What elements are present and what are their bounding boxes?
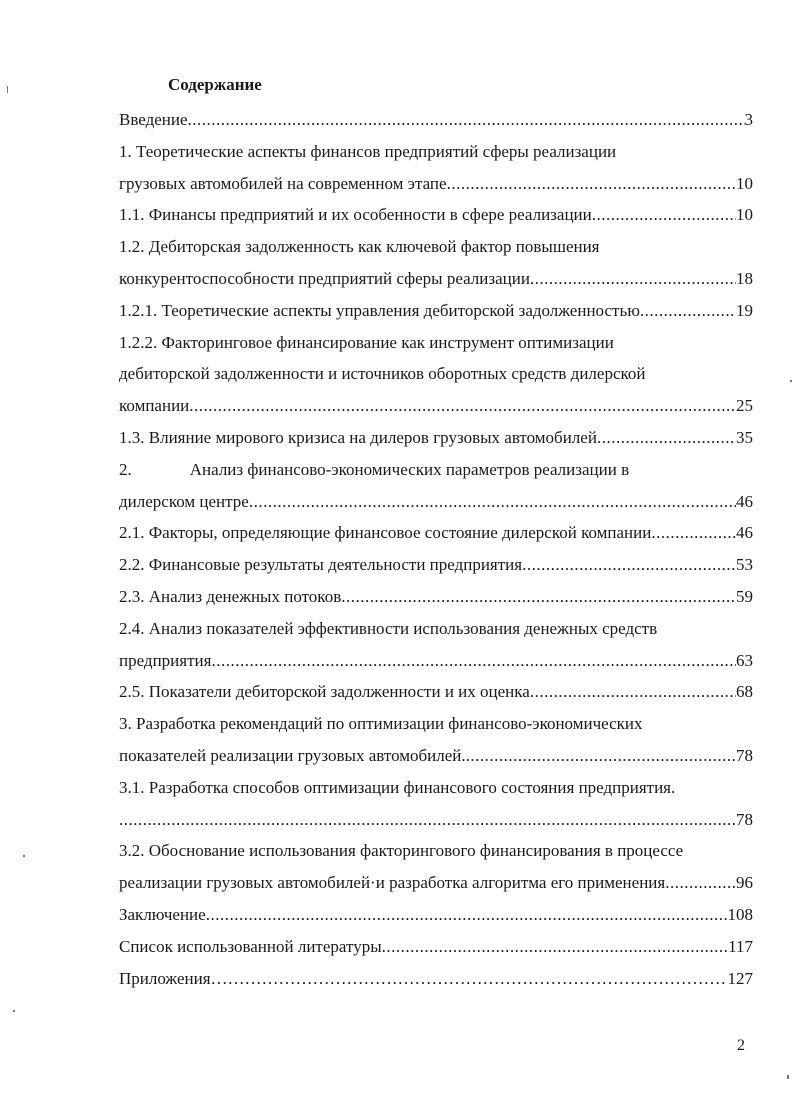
toc-entry-s2-4-line1: 2.4. Анализ показателей эффективности использования денежных средств xyxy=(119,618,658,638)
table-of-contents xyxy=(119,104,753,994)
toc-page-number: 18 xyxy=(736,268,753,288)
toc-entry-s1-2-line2 xyxy=(119,263,753,295)
dot-leader xyxy=(466,740,736,772)
toc-entry-s1-2-2-line1: 1.2.2. Факторинговое финансирование как инструмент оптимизации xyxy=(119,332,614,352)
toc-entry-references xyxy=(119,931,753,963)
toc-page-number: 59 xyxy=(736,586,753,606)
dot-leader xyxy=(592,199,736,231)
toc-entry-text: 2.5. Показатели дебиторской задолженности и их оценка xyxy=(119,682,530,702)
toc-page-number: 46 xyxy=(736,491,753,511)
dot-leader xyxy=(119,804,736,836)
toc-entry-text: Заключение xyxy=(119,904,206,924)
toc-entry-text: конкурентоспособности предприятий сферы реализации xyxy=(119,268,530,288)
toc-entry-s1-line2 xyxy=(119,168,753,200)
scan-speck xyxy=(790,380,792,382)
dot-leader xyxy=(188,104,745,136)
toc-page-number: 127 xyxy=(727,968,753,988)
toc-entry-s2-2 xyxy=(119,549,753,581)
dot-leader xyxy=(522,549,736,581)
toc-page-number: 10 xyxy=(736,205,753,225)
toc-entry-s3-1-line2 xyxy=(119,804,753,836)
toc-section-number: 2. xyxy=(119,459,132,479)
toc-entry-intro xyxy=(119,104,753,136)
toc-entry-s3-1-line1: 3.1. Разработка способов оптимизации финансового состояния предприятия. xyxy=(119,777,676,797)
dot-leader xyxy=(382,931,728,963)
toc-entry-s1-3 xyxy=(119,422,753,454)
toc-entry-text: Приложения xyxy=(119,968,211,988)
toc-entry-appendix xyxy=(119,963,753,995)
dot-leader xyxy=(597,422,736,454)
toc-entry-s3-2-line2 xyxy=(119,867,753,899)
toc-entry-text: Анализ финансово-экономических параметров реализации в xyxy=(189,459,630,479)
toc-page-number: 108 xyxy=(727,904,753,924)
toc-page-number: 3 xyxy=(744,110,753,129)
toc-entry-s3-2-line1: 3.2. Обоснование использования факторингового финансирования в процессе xyxy=(119,841,684,861)
toc-entry-text: компании xyxy=(119,396,190,416)
toc-page-number: 96 xyxy=(736,873,753,893)
scan-speck xyxy=(23,855,25,857)
scan-speck xyxy=(787,1075,789,1079)
toc-entry-s1-2-1 xyxy=(119,295,753,327)
toc-entry-text: 2.2. Финансовые результаты деятельности предприятия xyxy=(119,555,523,575)
dot-leader xyxy=(211,963,728,995)
toc-entry-s1-2-2-line3 xyxy=(119,390,753,422)
toc-page-number: 25 xyxy=(736,396,753,416)
toc-entry-s2-4-line2 xyxy=(119,645,753,677)
dot-leader xyxy=(211,645,736,677)
toc-page-number: 46 xyxy=(736,523,753,543)
toc-entry-s1-line1: 1. Теоретические аспекты финансов предприятий сферы реализации xyxy=(119,141,617,161)
toc-entry-text: показателей реализации грузовых автомобилей. xyxy=(119,745,466,765)
toc-page-number: 53 xyxy=(736,555,753,575)
toc-title: Содержание xyxy=(168,75,262,94)
toc-entry-s2-5 xyxy=(119,676,753,708)
dot-leader xyxy=(651,517,736,549)
dot-leader xyxy=(341,581,736,613)
toc-page-number: 10 xyxy=(736,173,753,193)
toc-entry-text: грузовых автомобилей на современном этапе xyxy=(119,173,447,193)
toc-page-number: 117 xyxy=(728,936,753,956)
toc-entry-s1-1 xyxy=(119,199,753,231)
toc-page-number: 63 xyxy=(736,650,753,670)
toc-entry-conclusion xyxy=(119,899,753,931)
dot-leader xyxy=(640,295,736,327)
toc-page-number: 68 xyxy=(736,682,753,702)
dot-leader xyxy=(665,867,736,899)
toc-entry-s2-line2 xyxy=(119,486,753,518)
toc-entry-text: 1.2.1. Теоретические аспекты управления дебиторской задолженностью xyxy=(119,300,640,320)
toc-entry-s2-3 xyxy=(119,581,753,613)
toc-entry-text: 2.3. Анализ денежных потоков xyxy=(119,586,342,606)
dot-leader xyxy=(249,486,736,518)
toc-entry-s1-2-line1: 1.2. Дебиторская задолженность как ключевой фактор повышения xyxy=(119,237,600,257)
dot-leader xyxy=(530,676,736,708)
toc-entry-text: 1.1. Финансы предприятий и их особенности в сфере реализации xyxy=(119,205,592,225)
toc-entry-text: 2.1. Факторы, определяющие финансовое состояние дилерской компании xyxy=(119,523,652,543)
dot-leader xyxy=(189,390,736,422)
toc-entry-s3-line1: 3. Разработка рекомендаций по оптимизации финансово-экономических xyxy=(119,714,643,734)
toc-entry-text: Список использованной литературы xyxy=(119,936,382,956)
toc-entry-text: 1.3. Влияние мирового кризиса на дилеров грузовых автомобилей xyxy=(119,427,597,447)
toc-entry-text: дилерском центре xyxy=(119,491,249,511)
toc-entry-text: Введение xyxy=(119,110,188,129)
toc-page-number: 19 xyxy=(736,300,753,320)
page-number: 2 xyxy=(737,1037,745,1054)
toc-entry-s3-line2 xyxy=(119,740,753,772)
toc-page-number: 78 xyxy=(736,745,753,765)
toc-entry-s2-1 xyxy=(119,517,753,549)
toc-entry-s2-line1 xyxy=(119,454,753,486)
dot-leader xyxy=(206,899,728,931)
toc-page-number: 78 xyxy=(736,809,753,829)
toc-entry-text: предприятия xyxy=(119,650,212,670)
dot-leader xyxy=(530,263,736,295)
toc-page-number: 35 xyxy=(736,427,753,447)
toc-entry-text: реализации грузовых автомобилей·и разработка алгоритма его применения xyxy=(119,873,666,893)
scan-speck xyxy=(7,86,8,93)
toc-entry-s1-2-2-line2: дебиторской задолженности и источников оборотных средств дилерской xyxy=(119,364,646,384)
scan-speck xyxy=(13,1010,15,1012)
dot-leader xyxy=(447,168,736,200)
